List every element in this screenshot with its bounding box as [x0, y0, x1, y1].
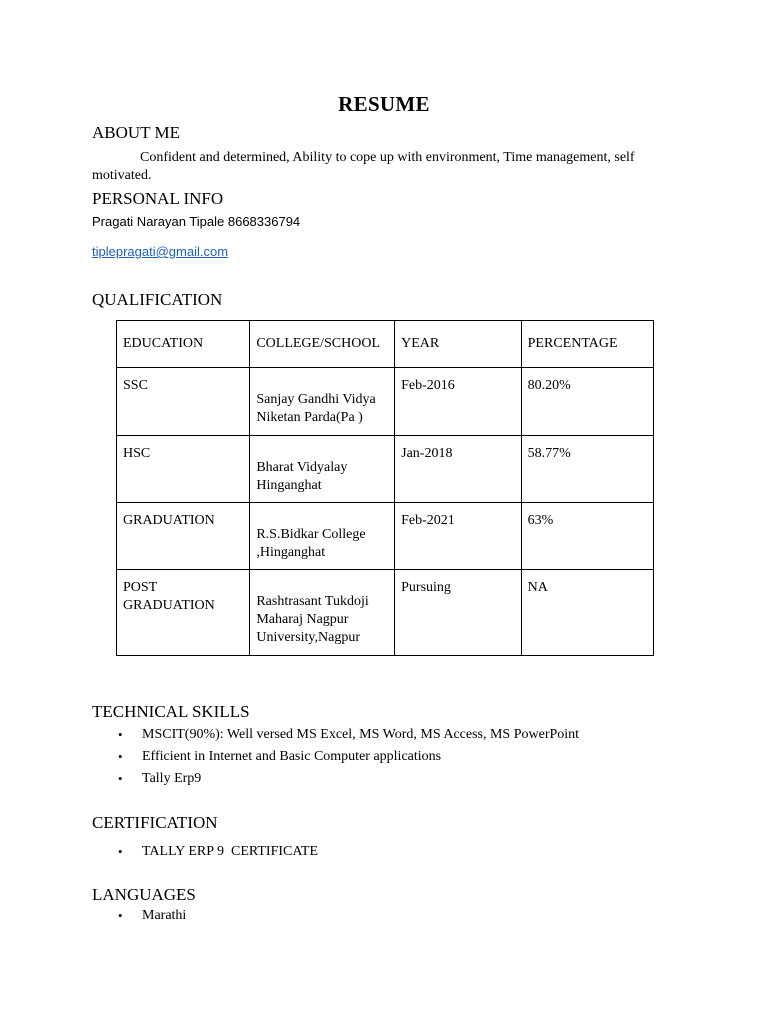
table-row — [117, 436, 654, 503]
year-cell: Feb-2021 — [395, 503, 522, 570]
year-cell: Feb-2016 — [395, 368, 522, 436]
list-item: • TALLY ERP 9 CERTIFICATE — [92, 841, 318, 863]
list-item: • MSCIT(90%): Well versed MS Excel, MS Word, MS Access, MS PowerPoint — [92, 724, 579, 746]
qualification-table — [116, 320, 654, 656]
technical-skills-list — [92, 724, 579, 790]
percentage-cell: 80.20% — [521, 368, 653, 436]
technical-skills-heading: TECHNICAL SKILLS — [92, 702, 250, 721]
personal-heading: PERSONAL INFO — [92, 189, 224, 208]
bullet-icon: • — [118, 908, 123, 923]
percentage-cell: NA — [521, 570, 653, 656]
about-text: Confident and determined, Ability to cope up with environment, Time management, self motivated. — [92, 150, 635, 183]
name-phone: Pragati Narayan Tipale 8668336794 — [92, 214, 301, 229]
college-cell: Sanjay Gandhi Vidya Niketan Parda(Pa ) — [250, 368, 395, 436]
percentage-cell: 63% — [521, 503, 653, 570]
languages-list — [92, 905, 186, 927]
column-header-percentage: PERCENTAGE — [521, 321, 653, 368]
column-header-education: EDUCATION — [117, 321, 250, 368]
bullet-icon: • — [118, 771, 123, 786]
college-cell: Bharat Vidyalay Hinganghat — [250, 436, 395, 503]
percentage-cell: 58.77% — [521, 436, 653, 503]
list-item: • Tally Erp9 — [92, 768, 579, 790]
table-header-row — [117, 321, 654, 368]
table-row — [117, 570, 654, 656]
table-row — [117, 368, 654, 436]
table-row — [117, 503, 654, 570]
list-item: • Marathi — [92, 905, 186, 927]
about-heading: ABOUT ME — [92, 123, 180, 142]
page-title: RESUME — [338, 92, 430, 116]
certification-list — [92, 841, 318, 863]
certification-heading: CERTIFICATION — [92, 813, 218, 832]
education-cell: GRADUATION — [117, 503, 250, 570]
education-cell: POST GRADUATION — [117, 570, 250, 656]
bullet-icon: • — [118, 749, 123, 764]
education-cell: SSC — [117, 368, 250, 436]
languages-heading: LANGUAGES — [92, 885, 196, 904]
education-cell: HSC — [117, 436, 250, 503]
college-cell: Rashtrasant Tukdoji Maharaj Nagpur University,Nagpur — [250, 570, 395, 656]
year-cell: Jan-2018 — [395, 436, 522, 503]
bullet-icon: • — [118, 844, 123, 859]
list-item: • Efficient in Internet and Basic Computer applications — [92, 746, 579, 768]
bullet-icon: • — [118, 727, 123, 742]
college-cell: R.S.Bidkar College ,Hinganghat — [250, 503, 395, 570]
year-cell: Pursuing — [395, 570, 522, 656]
column-header-college: COLLEGE/SCHOOL — [250, 321, 395, 368]
column-header-year: YEAR — [395, 321, 522, 368]
qualification-heading: QUALIFICATION — [92, 290, 223, 309]
email-link[interactable]: tiplepragati@gmail.com — [92, 244, 229, 259]
